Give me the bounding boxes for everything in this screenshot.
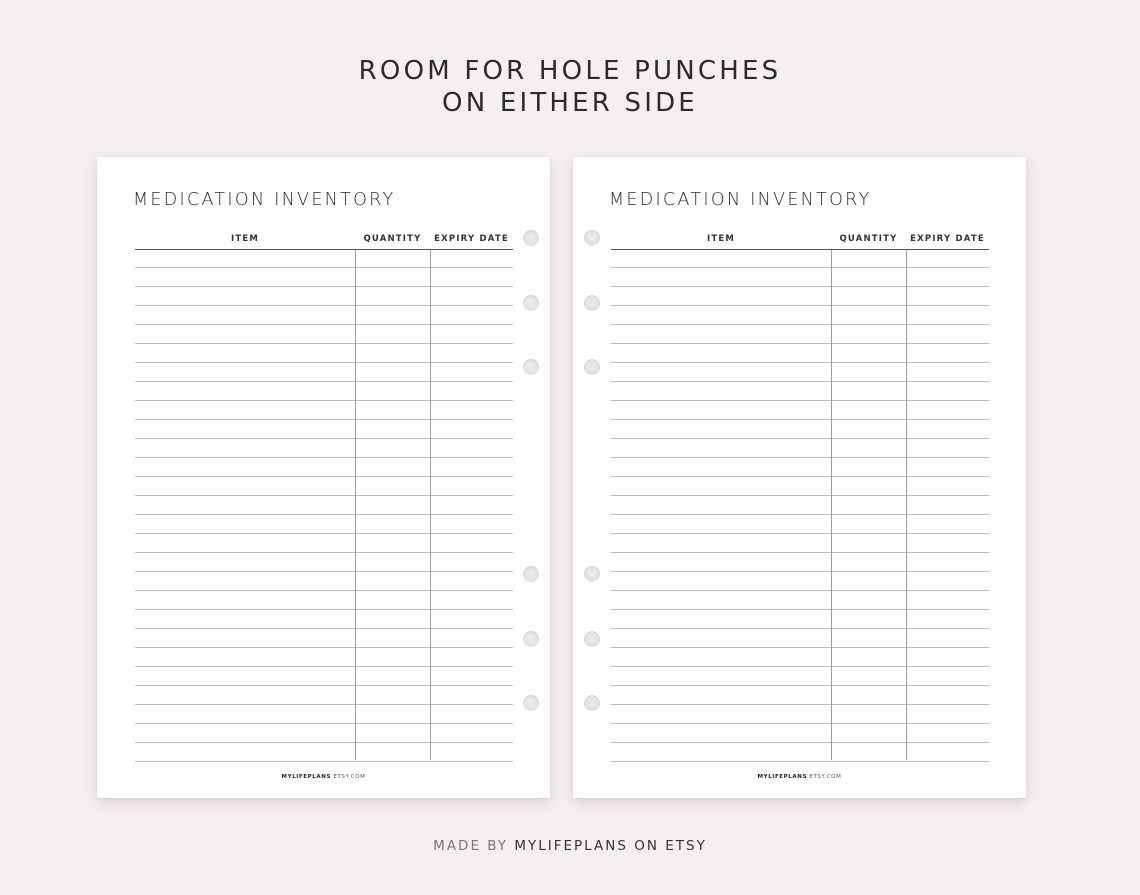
table-row — [135, 591, 513, 610]
planner-page-left — [97, 157, 550, 798]
column-header-item: ITEM — [706, 234, 736, 244]
hole-punch-icon — [584, 695, 600, 711]
column-header-item: ITEM — [230, 234, 260, 244]
made-by-credit — [0, 838, 1140, 854]
table-row — [611, 686, 989, 705]
table-row — [611, 363, 989, 382]
table-row — [135, 382, 513, 401]
table-row — [611, 306, 989, 325]
column-header-expiry-date: EXPIRY DATE — [434, 234, 509, 244]
table-row — [135, 553, 513, 572]
footer-site: ETSY.COM — [333, 774, 366, 780]
inventory-rows — [611, 249, 989, 762]
table-row — [135, 686, 513, 705]
table-row — [611, 420, 989, 439]
table-row — [611, 572, 989, 591]
table-row — [135, 515, 513, 534]
table-row — [611, 458, 989, 477]
table-row — [611, 629, 989, 648]
table-row — [611, 287, 989, 306]
footer-brand: MYLIFEPLANS — [757, 774, 808, 780]
table-row — [135, 743, 513, 762]
headline — [0, 55, 1140, 119]
table-row — [611, 743, 989, 762]
hole-punch-icon — [584, 295, 600, 311]
table-row — [611, 382, 989, 401]
page-footer — [573, 774, 1026, 780]
hole-punch-icon — [584, 230, 600, 246]
headline-line-2: ON EITHER SIDE — [442, 88, 698, 118]
table-row — [135, 534, 513, 553]
planner-page-right — [573, 157, 1026, 798]
table-row — [135, 629, 513, 648]
table-row — [135, 667, 513, 686]
page-footer — [97, 774, 550, 780]
credit-prefix: MADE BY — [433, 838, 509, 854]
table-row — [611, 249, 989, 268]
credit-brand: MYLIFEPLANS ON ETSY — [514, 838, 707, 854]
page-title: MEDICATION INVENTORY — [609, 190, 872, 210]
hole-punch-icon — [584, 631, 600, 647]
table-row — [611, 705, 989, 724]
hole-punch-icon — [523, 566, 539, 582]
table-row — [135, 458, 513, 477]
table-row — [135, 344, 513, 363]
column-divider-quantity — [831, 250, 832, 760]
table-row — [611, 591, 989, 610]
table-row — [611, 268, 989, 287]
table-row — [611, 667, 989, 686]
table-row — [135, 648, 513, 667]
table-row — [611, 724, 989, 743]
column-header-quantity: QUANTITY — [839, 234, 898, 244]
table-row — [135, 420, 513, 439]
headline-line-1: ROOM FOR HOLE PUNCHES — [358, 56, 782, 86]
footer-brand: MYLIFEPLANS — [281, 774, 332, 780]
table-row — [135, 610, 513, 629]
column-divider-expiry — [430, 250, 431, 760]
hole-punch-icon — [523, 359, 539, 375]
hole-punch-icon — [523, 695, 539, 711]
hole-punch-icon — [584, 566, 600, 582]
column-divider-quantity — [355, 250, 356, 760]
table-row — [611, 401, 989, 420]
table-row — [135, 268, 513, 287]
footer-site: ETSY.COM — [809, 774, 842, 780]
table-row — [611, 344, 989, 363]
table-row — [135, 249, 513, 268]
table-row — [135, 325, 513, 344]
table-row — [135, 363, 513, 382]
table-row — [611, 515, 989, 534]
hole-punch-icon — [584, 359, 600, 375]
page-title: MEDICATION INVENTORY — [133, 190, 396, 210]
column-header-quantity: QUANTITY — [363, 234, 422, 244]
table-row — [611, 439, 989, 458]
table-row — [611, 648, 989, 667]
column-header-expiry-date: EXPIRY DATE — [910, 234, 985, 244]
table-row — [135, 496, 513, 515]
hole-punch-icon — [523, 295, 539, 311]
table-row — [611, 553, 989, 572]
table-row — [135, 705, 513, 724]
table-row — [611, 496, 989, 515]
table-row — [611, 325, 989, 344]
hole-punch-icon — [523, 230, 539, 246]
table-row — [611, 610, 989, 629]
table-row — [135, 439, 513, 458]
table-row — [611, 534, 989, 553]
table-row — [135, 477, 513, 496]
column-divider-expiry — [906, 250, 907, 760]
table-row — [135, 287, 513, 306]
table-row — [135, 306, 513, 325]
hole-punch-icon — [523, 631, 539, 647]
table-row — [135, 401, 513, 420]
table-row — [611, 477, 989, 496]
table-row — [135, 572, 513, 591]
table-row — [135, 724, 513, 743]
inventory-rows — [135, 249, 513, 762]
